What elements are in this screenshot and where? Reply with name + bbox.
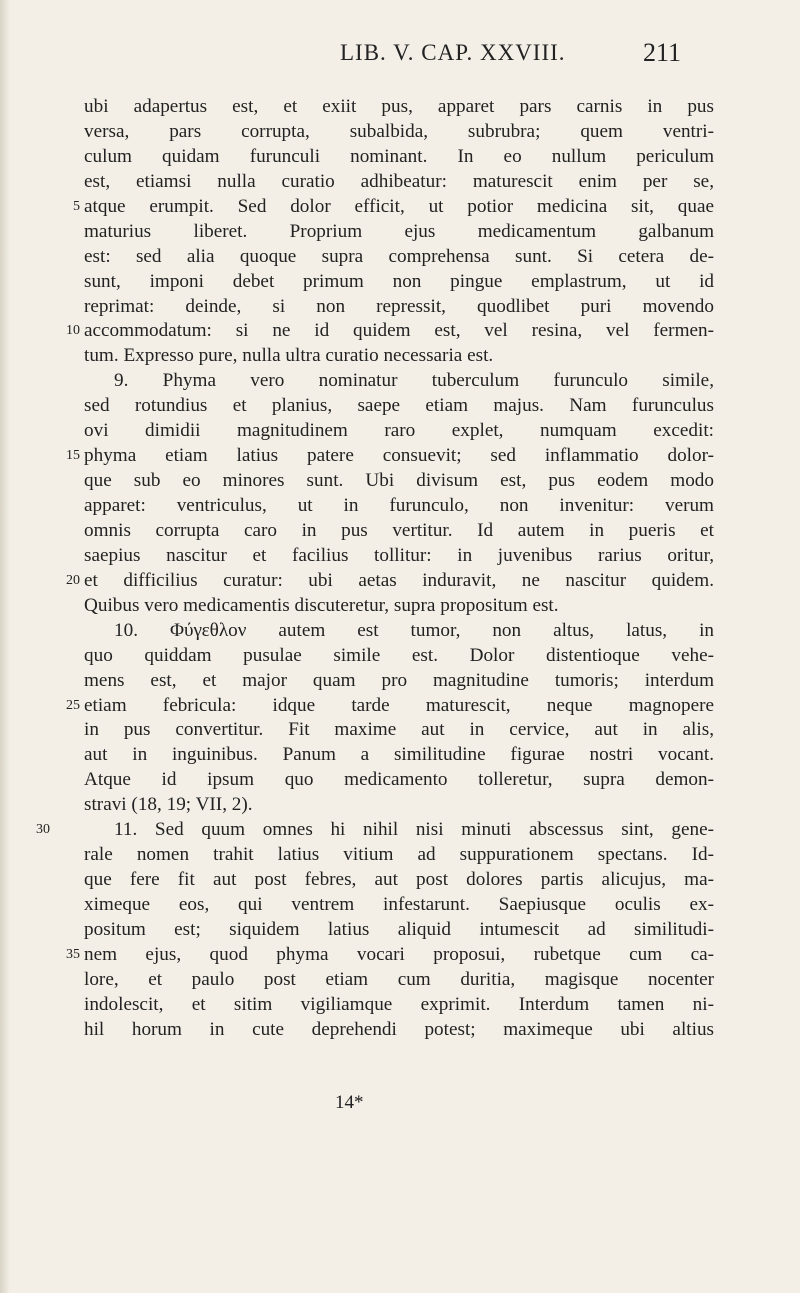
text-line: versa, pars corrupta, subalbida, subrubra; quem ventri-	[84, 120, 714, 142]
line-text: accommodatum: si ne id quidem est, vel resina, vel fermen-	[84, 320, 714, 342]
text-line: omnis corrupta caro in pus vertitur. Id autem in pueris et	[84, 519, 714, 541]
running-title: LIB. V. CAP. XXVIII.	[340, 40, 566, 65]
text-line: est: sed alia quoque supra comprehensa sunt. Si cetera de-	[84, 245, 714, 267]
line-number: 15	[66, 448, 80, 464]
body-text	[36, 95, 714, 1043]
text-line: ximeque eos, qui ventrem infestarunt. Saepiusque oculis ex-	[84, 894, 714, 915]
line-text: nem ejus, quod phyma vocari proposui, rubetque cum ca-	[84, 943, 714, 965]
line-text: 11. Sed quum omnes hi nihil nisi minuti abscessus sint, gene-	[114, 819, 714, 841]
page-header	[0, 38, 800, 74]
signature-mark: 14*	[335, 1092, 364, 1113]
text-line: que fere fit aut post febres, aut post dolores partis alicujus, ma-	[84, 869, 714, 891]
line-text: atque erumpit. Sed dolor efficit, ut potior medicina sit, quae	[84, 195, 714, 217]
text-line	[66, 444, 714, 469]
page-edge-shadow	[0, 0, 10, 1293]
text-line: indolescit, et sitim vigiliamque exprimit. Interdum tamen ni-	[84, 993, 714, 1015]
text-line: culum quidam furunculi nominant. In eo nullum periculum	[84, 145, 714, 167]
text-line: 9. Phyma vero nominatur tuberculum furunculo simile,	[114, 370, 714, 392]
text-line: reprimat: deinde, si non repressit, quodlibet puri movendo	[84, 295, 714, 317]
text-line: Atque id ipsum quo medicamento tolleretur, supra demon-	[84, 769, 714, 791]
line-text: phyma etiam latius patere consuevit; sed inflammatio dolor-	[84, 445, 714, 467]
text-line: aut in inguinibus. Panum a similitudine figurae nostri vocant.	[84, 744, 714, 766]
text-line: saepius nascitur et facilius tollitur: in juvenibus rarius oritur,	[84, 544, 714, 566]
page-number: 211	[643, 38, 682, 67]
text-line: sed rotundius et planius, saepe etiam majus. Nam furunculus	[84, 395, 714, 417]
line-number: 20	[66, 572, 80, 588]
line-number: 5	[73, 198, 80, 214]
line-text: et difficilius curatur: ubi aetas induravit, ne nascitur quidem.	[84, 569, 714, 591]
text-line: est, etiamsi nulla curatio adhibeatur: maturescit enim per se,	[84, 170, 714, 192]
text-line: ovi dimidii magnitudinem raro explet, numquam excedit:	[84, 420, 714, 442]
text-line: rale nomen trahit latius vitium ad suppurationem spectans. Id-	[84, 844, 714, 866]
text-line	[36, 818, 714, 843]
text-line: lore, et paulo post etiam cum duritia, magisque nocenter	[84, 968, 714, 990]
text-line: maturius liberet. Proprium ejus medicamentum galbanum	[84, 220, 714, 242]
text-line: sunt, imponi debet primum non pingue emplastrum, ut id	[84, 270, 714, 292]
text-line: apparet: ventriculus, ut in furunculo, non invenitur: verum	[84, 495, 714, 516]
line-text: etiam febricula: idque tarde maturescit, neque magnopere	[84, 694, 714, 716]
text-line: 10. Φύγεθλον autem est tumor, non altus, latus, in	[114, 619, 714, 641]
text-line: positum est; siquidem latius aliquid intumescit ad similitudi-	[84, 918, 714, 940]
line-number: 10	[66, 323, 80, 339]
text-line	[66, 694, 714, 719]
text-line: hil horum in cute deprehendi potest; maximeque ubi altius	[84, 1018, 714, 1040]
text-line: ubi adapertus est, et exiit pus, apparet pars carnis in pus	[84, 96, 714, 117]
text-line	[66, 569, 714, 594]
text-line: que sub eo minores sunt. Ubi divisum est, pus eodem modo	[84, 470, 714, 492]
text-line	[73, 195, 714, 220]
text-line: stravi (18, 19; VII, 2).	[84, 794, 253, 816]
line-number: 25	[66, 697, 80, 713]
text-line: Quibus vero medicamentis discuteretur, supra propositum est.	[84, 594, 559, 616]
text-line: tum. Expresso pure, nulla ultra curatio necessaria est.	[84, 345, 494, 367]
text-line	[66, 319, 714, 344]
text-line: quo quiddam pusulae simile est. Dolor distentioque vehe-	[84, 644, 714, 666]
line-number: 35	[66, 946, 80, 962]
line-number: 30	[36, 822, 50, 838]
text-line: mens est, et major quam pro magnitudine tumoris; interdum	[84, 669, 714, 691]
text-line: in pus convertitur. Fit maxime aut in cervice, aut in alis,	[84, 719, 714, 741]
text-line	[66, 943, 714, 968]
